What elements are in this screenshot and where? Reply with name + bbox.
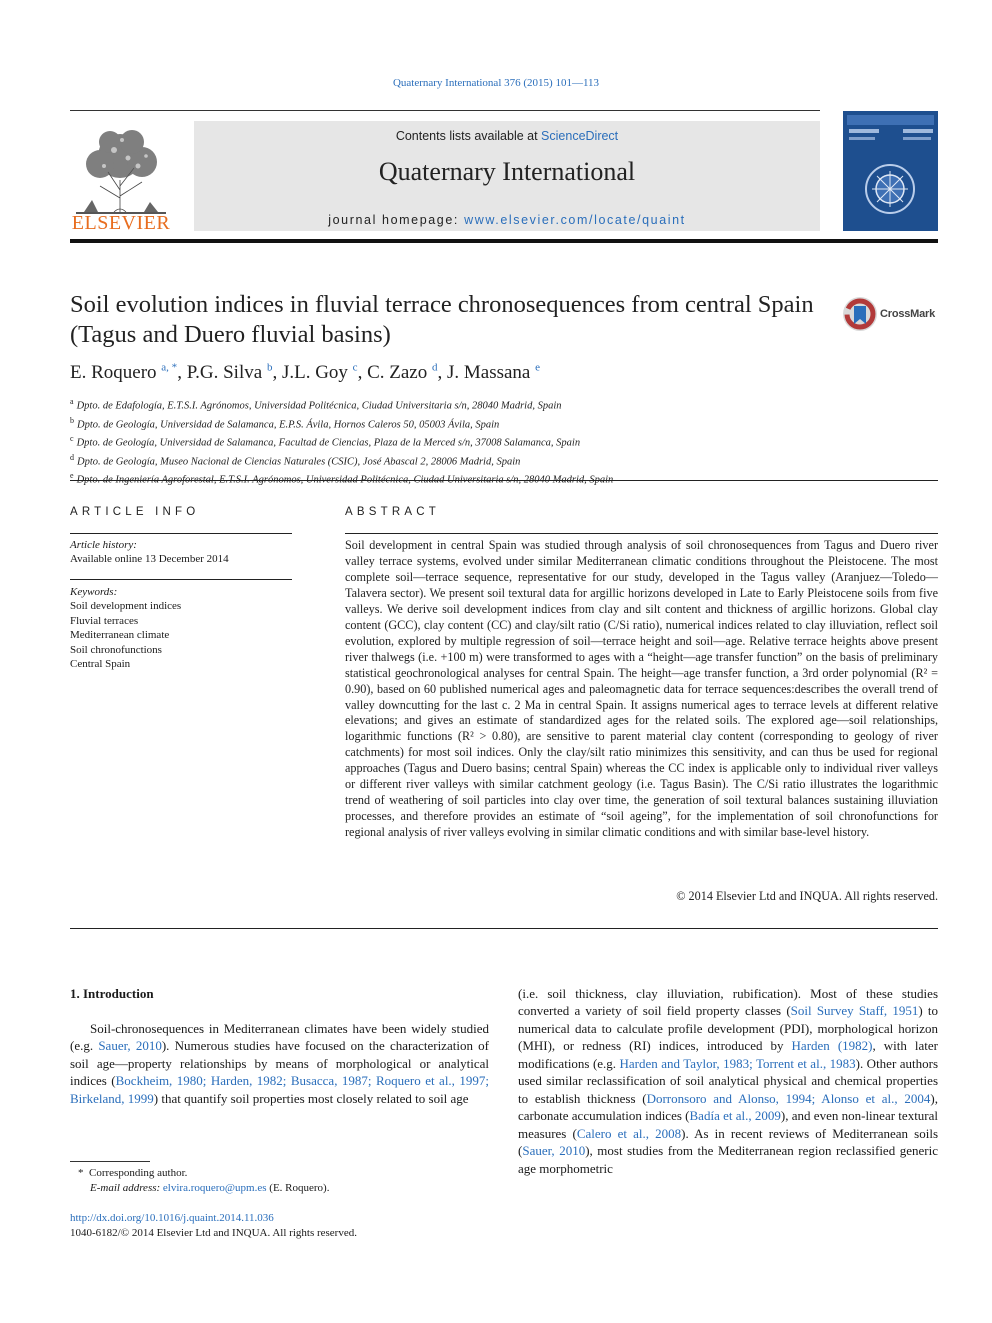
abstract-heading: ABSTRACT bbox=[345, 506, 440, 518]
body-text: (i.e. soil thickness, clay illuviation, rubification). Most of these studies converted a variety of soil field property classes ( bbox=[518, 986, 938, 1019]
author-name: C. Zazo bbox=[367, 362, 428, 383]
affiliation-text: Dpto. de Edafología, E.T.S.I. Agrónomos, Universidad Politécnica, Ciudad Universitaria s/n, 28040 Madrid, Spain bbox=[76, 400, 562, 412]
author-list: E. Roquero $^{a, *}$, P.G. Silva $^b$, J.L. Goy $^c$, C. Zazo $^d$, J. Massana $^e$ bbox=[70, 361, 540, 383]
keywords-label: Keywords: bbox=[70, 586, 118, 598]
contents-available-line bbox=[194, 129, 820, 143]
doi-link[interactable] bbox=[70, 1211, 274, 1225]
introduction-left-column bbox=[70, 1020, 489, 1107]
crossmark-label: CrossMark bbox=[880, 308, 936, 320]
reference-link[interactable]: Harden (1982) bbox=[791, 1038, 873, 1054]
author-affiliation-marker[interactable]: c bbox=[352, 361, 358, 374]
masthead-top-rule bbox=[70, 110, 820, 111]
affiliation-text: Dpto. de Geología, Museo Nacional de Ciencias Naturales (CSIC), José Abascal 2, 28006 Madrid, Spain bbox=[77, 456, 521, 467]
body-text: ). Other authors used similar reclassification of soil analytical physical and chemical properties to establish thickness ( bbox=[518, 1055, 939, 1106]
author-name: J. Massana bbox=[446, 362, 531, 383]
crossmark-icon bbox=[842, 296, 878, 332]
body-text: ) to numerical data to calculate profile development (PDI), morphological horizon (MHI), or redness (RI) indices, introduced by bbox=[518, 1003, 938, 1054]
reference-link[interactable]: Sauer, 2010 bbox=[522, 1143, 586, 1159]
article-info-heading: ARTICLE INFO bbox=[70, 506, 200, 518]
issn-line: 1040-6182/© 2014 Elsevier Ltd and INQUA. All rights reserved. bbox=[70, 1227, 357, 1239]
body-text: ), and even non-linear textural measures ( bbox=[518, 1108, 939, 1141]
author-name: E. Roquero bbox=[70, 362, 157, 383]
affiliation-text: Dpto. de Ingeniería Agroforestal, E.T.S.I. Agrónomos, Universidad Politécnica, Ciudad Universitaria s/n, 28040 Madrid, Spain bbox=[76, 474, 614, 486]
affiliation-marker: c bbox=[70, 434, 74, 443]
author-affiliation-marker[interactable]: a, * bbox=[161, 361, 178, 374]
reference-link[interactable]: Dorronsoro and Alonso, 1994; Alonso et al., 2004 bbox=[646, 1090, 931, 1106]
keywords-rule bbox=[70, 579, 292, 580]
affiliation-text: Dpto. de Geología, Universidad de Salamanca, Facultad de Ciencias, Plaza de la Merced s/n, 37008 Salamanca, Spain bbox=[76, 437, 581, 449]
keyword-item: Soil development indices bbox=[70, 600, 182, 613]
introduction-heading: 1. Introduction bbox=[70, 986, 154, 1001]
abstract-rule bbox=[345, 533, 938, 534]
email-label: E-mail address: bbox=[90, 1182, 161, 1194]
keyword-item: Central Spain bbox=[70, 658, 131, 671]
journal-citation[interactable]: Quaternary International 376 (2015) 101—113 bbox=[392, 77, 600, 89]
corresponding-author-label: Corresponding author. bbox=[89, 1167, 188, 1179]
keywords-list bbox=[70, 599, 292, 671]
article-history-value: Available online 13 December 2014 bbox=[70, 553, 229, 566]
body-text: ), carbonate accumulation indices ( bbox=[518, 1090, 938, 1124]
abstract-body: Soil development in central Spain was studied through analysis of soil chronosequences from Tagus and Duero river valley terrace systems, evolved under similar Mediterranean climatic conditions throughout the Pleistocene. The most complete soil—terrace sequence, representative for our study, developed in the Tagus valley (Aranjuez—Toledo—Talavera sector). We present soil textural data for argillic horizons developed in Late to Early Pleistocene soils from five valleys. We derive soil development indices from clay and silt content and thickness of argillic horizons. Global clay content (GCC), clay content (CC) and clay/silt ratio (C/Si ratio), numerical indices related to clay illuviation, reflect soil evolution, explored by multiple regression of soil—terrace height and soil—age. Relative terrace heights above present river thalwegs (i.e. +100 m) were transformed to ages with a “height—age transfer function” on the basis of preliminary statistical geochronological analyses for central Spain. The height—age transfer function, a 3rd order polynomial (R² = 0.90), based on 60 published numerical ages and paleomagnetic data for terrace sequences:describes the overall trend of valley downcutting for the last c. 2 Ma in central Spain. It assigns numerical ages to terrace levels at different relative elevations; and gives an estimate of standardized ages for the related soils. The explored age—soil relationships, logarithmic functions (R² > 0.80), are sensitive to parent material clay content (corresponding to geology of river catchments) for most soil indices. Only the clay/silt ratio minimizes this sensitivity, and can thus be used for regional approaches (Tagus and Duero basins; central Spain) whereas the CC index is applicable only to individual river valleys or different river valleys with similar catchment geology (i.e. Tagus Basin). The C/Si ratio illustrates the logarithmic trend of weathering of soil particles into clay over time, the generation of soil textural balances sustaining illuviation processes, and therefore provides an estimate of “soil ageing”, for the implementation of soil chronofunctions for regional analysis of river valleys evolving in similar climatic conditions and with similar base-level history. bbox=[345, 538, 938, 840]
email-note bbox=[90, 1181, 329, 1195]
elsevier-wordmark: ELSEVIER bbox=[71, 212, 171, 234]
article-history bbox=[70, 538, 292, 567]
affiliation-item bbox=[70, 414, 930, 433]
affiliation-item bbox=[70, 432, 930, 451]
doi-link-text[interactable]: http://dx.doi.org/10.1016/j.quaint.2014.11.036 bbox=[70, 1212, 274, 1224]
journal-homepage-link[interactable]: www.elsevier.com/locate/quaint bbox=[464, 213, 686, 227]
body-text: , with later modifications (e.g. bbox=[518, 1038, 938, 1071]
masthead-bottom-rule bbox=[70, 239, 938, 243]
article-history-label: Article history: bbox=[70, 539, 137, 551]
journal-cover-thumbnail-icon[interactable] bbox=[843, 111, 938, 231]
abstract-copyright: © 2014 Elsevier Ltd and INQUA. All rights reserved. bbox=[676, 889, 938, 903]
footnote-rule bbox=[70, 1161, 150, 1162]
crossmark-badge[interactable] bbox=[842, 296, 942, 336]
author-affiliation-marker[interactable]: b bbox=[266, 361, 273, 374]
contents-prefix: Contents lists available at bbox=[395, 129, 542, 143]
body-text: ). Numerous studies have focused on the characterization of soil age—property relationships by means of morphological or analytical indices ( bbox=[70, 1038, 489, 1089]
body-text: ). As in recent reviews of Mediterranean soils ( bbox=[518, 1125, 939, 1159]
affiliation-text: Dpto. de Geología, Universidad de Salamanca, E.P.S. Ávila, Hornos Caleros 50, 05003 Ávila, Spain bbox=[77, 419, 500, 430]
journal-banner bbox=[194, 121, 820, 231]
author-affiliation-marker[interactable]: d bbox=[431, 361, 438, 374]
keyword-item: Mediterranean climate bbox=[70, 629, 170, 642]
body-text: Soil-chronosequences in Mediterranean climates have been widely studied (e.g. bbox=[70, 1021, 489, 1054]
journal-masthead bbox=[70, 110, 938, 246]
author-name: J.L. Goy bbox=[281, 362, 348, 383]
email-owner: (E. Roquero). bbox=[269, 1182, 330, 1194]
header-divider bbox=[70, 480, 938, 481]
homepage-prefix: journal homepage: bbox=[328, 213, 465, 227]
affiliation-marker: e bbox=[70, 471, 74, 480]
author-name: P.G. Silva bbox=[186, 362, 263, 383]
body-text: ), most studies from the Mediterranean region reclassified generic age morphometric bbox=[518, 1143, 938, 1176]
affiliation-list bbox=[70, 395, 930, 488]
affiliation-item bbox=[70, 451, 930, 470]
journal-homepage-line bbox=[194, 213, 820, 227]
reference-link[interactable]: Bockheim, 1980; Harden, 1982; Busacca, 1987; Roquero et al., 1997; Birkeland, 1999 bbox=[70, 1073, 490, 1106]
reference-link[interactable]: Sauer, 2010 bbox=[98, 1038, 162, 1054]
introduction-right-column bbox=[518, 985, 938, 1177]
affiliation-marker: b bbox=[70, 415, 74, 425]
reference-link[interactable]: Badía et al., 2009 bbox=[689, 1108, 781, 1124]
keywords-block bbox=[70, 585, 292, 671]
abstract-bottom-divider bbox=[70, 928, 938, 929]
reference-link[interactable]: Calero et al., 2008 bbox=[576, 1125, 682, 1141]
journal-name: Quaternary International bbox=[378, 157, 636, 186]
affiliation-marker: a bbox=[70, 397, 74, 406]
reference-link[interactable]: Harden and Taylor, 1983; Torrent et al., 1983 bbox=[619, 1055, 856, 1071]
article-info-rule bbox=[70, 533, 292, 534]
keyword-item: Fluvial terraces bbox=[70, 614, 139, 627]
article-title: Soil evolution indices in fluvial terrace chronosequences from central Spain (Tagus and Duero fluvial basins) bbox=[70, 291, 814, 348]
keyword-item: Soil chronofunctions bbox=[70, 643, 162, 656]
corresponding-author-note bbox=[78, 1166, 187, 1180]
affiliation-marker: d bbox=[70, 452, 74, 462]
affiliation-item bbox=[70, 395, 930, 414]
footnote-marker: * bbox=[78, 1167, 84, 1179]
affiliation-item bbox=[70, 469, 930, 488]
sciencedirect-link[interactable]: ScienceDirect bbox=[541, 129, 619, 143]
author-affiliation-marker[interactable]: e bbox=[535, 361, 540, 374]
reference-link[interactable]: Soil Survey Staff, 1951 bbox=[790, 1003, 919, 1019]
author-email-link[interactable]: elvira.roquero@upm.es bbox=[162, 1182, 267, 1194]
body-text: ) that quantify soil properties most closely related to soil age bbox=[153, 1090, 469, 1106]
